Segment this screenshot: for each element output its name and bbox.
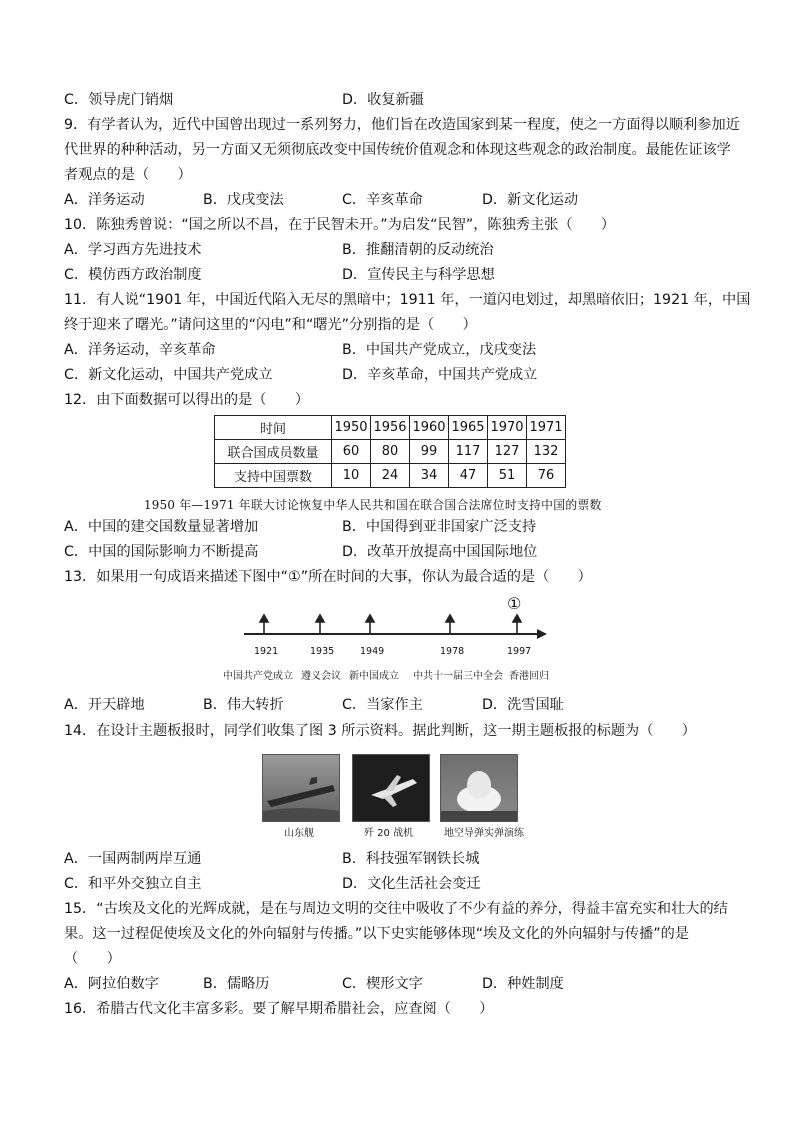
timeline-tick-arrow: [316, 615, 324, 622]
q11-option-d: D．辛亥革命，中国共产党成立: [342, 367, 538, 383]
table-cell: 支持中国票数: [215, 464, 332, 488]
table-cell: 60: [332, 440, 371, 464]
table-row: [215, 440, 566, 464]
q11-stem-line-2: 终于迎来了曙光。”请问这里的“闪电”和“曙光”分别指的是（ ）: [64, 317, 477, 333]
table-cell: 10: [332, 464, 371, 488]
table-header-cell: 1956: [371, 416, 410, 440]
timeline-year: 1921: [254, 646, 279, 657]
timeline-arrowhead: [537, 629, 547, 639]
aircraft-carrier-photo: [262, 754, 340, 822]
q15-option-a: A．阿拉伯数字: [64, 976, 159, 992]
q12-stem: 12．由下面数据可以得出的是（ ）: [64, 392, 310, 408]
aircraft-carrier-image: [263, 755, 339, 821]
table-header-row: [215, 416, 566, 440]
q15-option-d: D．种姓制度: [482, 976, 564, 992]
q12-option-b: B．中国得到亚非国家广泛支持: [342, 519, 537, 535]
timeline-tick-arrow: [260, 615, 268, 622]
q9-option-a: A．洋务运动: [64, 192, 145, 208]
missile-drill-photo: [440, 754, 518, 822]
timeline-marker-1: ①: [507, 594, 522, 613]
table-cell: 132: [527, 440, 566, 464]
table-cell: 24: [371, 464, 410, 488]
missile-drill-image: [441, 755, 517, 821]
table-cell: 51: [488, 464, 527, 488]
q12-option-a: A．中国的建交国数量显著增加: [64, 519, 259, 535]
q9-stem-line-2: 代世界的种种活动，另一方面又无须彻底改变中国传统价值观念和体现这些观念的政治制度。最能佐证该学: [64, 142, 731, 158]
fighter-jet-image: [353, 755, 429, 821]
q13-option-c: C．当家作主: [342, 697, 423, 713]
table-cell: 47: [449, 464, 488, 488]
q10-option-a: A．学习西方先进技术: [64, 242, 202, 258]
q11-option-c: C．新文化运动，中国共产党成立: [64, 367, 273, 383]
q8-option-d: D．收复新疆: [342, 92, 424, 108]
q10-option-b: B．推翻清朝的反动统治: [342, 242, 494, 258]
table-header-cell: 1970: [488, 416, 527, 440]
q10-option-c: C．模仿西方政治制度: [64, 267, 202, 283]
q11-stem-line-1: 11．有人说“1901 年，中国近代陷入无尽的黑暗中；1911 年，一道闪电划过，却黑暗依旧；1921 年，中国: [64, 292, 751, 308]
table-cell: 127: [488, 440, 527, 464]
table-cell: 76: [527, 464, 566, 488]
table-cell: 34: [410, 464, 449, 488]
q9-option-b: B．戊戌变法: [203, 192, 284, 208]
table-header-cell: 1971: [527, 416, 566, 440]
q14-option-d: D．文化生活社会变迁: [342, 876, 481, 892]
q12-table-caption: 1950 年—1971 年联大讨论恢复中华人民共和国在联合国合法席位时支持中国的票数: [144, 498, 602, 512]
table-row: [215, 464, 566, 488]
q14-option-b: B．科技强军钢铁长城: [342, 851, 480, 867]
q8-option-c: C．领导虎门销烟: [64, 92, 174, 108]
q12-option-c: C．中国的国际影响力不断提高: [64, 544, 259, 560]
q13-option-b: B．伟大转折: [203, 697, 284, 713]
timeline-tick-arrow: [446, 615, 454, 622]
q9-option-d: D．新文化运动: [482, 192, 579, 208]
q12-data-table: [214, 415, 566, 488]
q14-option-a: A．一国两制两岸互通: [64, 851, 202, 867]
q14-stem: 14．在设计主题板报时，同学们收集了图 3 所示资料。据此判断，这一期主题板报的标题为（ ）: [64, 723, 696, 739]
q15-stem-line-1: 15．“古埃及文化的光辉成就，是在与周边文明的交往中吸收了不少有益的养分，得益丰富充实和壮大的结: [64, 901, 728, 917]
q15-stem-line-2: 果。这一过程促使埃及文化的外向辐射与传播。”以下史实能够体现“埃及文化的外向辐射与传播”的是: [64, 926, 690, 942]
q11-option-b: B．中国共产党成立，戊戌变法: [342, 342, 537, 358]
q9-option-c: C．辛亥革命: [342, 192, 423, 208]
photo-label: 山东舰: [284, 828, 314, 839]
q13-option-d: D．洗雪国耻: [482, 697, 564, 713]
timeline-event: 香港回归: [509, 671, 549, 682]
table-header-cell: 1965: [449, 416, 488, 440]
table-cell: 117: [449, 440, 488, 464]
fighter-jet-photo: [352, 754, 430, 822]
timeline-tick-arrow: [513, 615, 521, 622]
q15-option-b: B．儒略历: [203, 976, 270, 992]
q15-option-c: C．楔形文字: [342, 976, 423, 992]
timeline-event: 遵义会议: [301, 671, 341, 682]
timeline-event: 中共十一届三中全会: [413, 671, 503, 682]
q15-stem-line-3: （ ）: [64, 951, 121, 967]
table-header-cell: 1950: [332, 416, 371, 440]
q10-stem: 10．陈独秀曾说：“国之所以不昌，在于民智未开。”为启发“民智”，陈独秀主张（ ）: [64, 217, 616, 233]
timeline-event: 新中国成立: [349, 671, 399, 682]
timeline-tick-arrow: [366, 615, 374, 622]
table-cell: 80: [371, 440, 410, 464]
photo-label: 地空导弹实弹演练: [444, 828, 524, 839]
q9-stem-line-1: 9．有学者认为，近代中国曾出现过一系列努力，他们旨在改造国家到某一程度，使之一方面得以顺利参加近: [64, 117, 740, 133]
q13-stem: 13．如果用一句成语来描述下图中“①”所在时间的大事，你认为最合适的是（ ）: [64, 569, 592, 585]
table-header-cell: 1960: [410, 416, 449, 440]
table-cell: 99: [410, 440, 449, 464]
q11-option-a: A．洋务运动，辛亥革命: [64, 342, 216, 358]
q14-option-c: C．和平外交独立自主: [64, 876, 202, 892]
q13-option-a: A．开天辟地: [64, 697, 145, 713]
table-cell: 联合国成员数量: [215, 440, 332, 464]
photo-label: 歼 20 战机: [364, 828, 414, 839]
timeline-year: 1935: [310, 646, 335, 657]
timeline-year: 1997: [507, 646, 532, 657]
timeline-graphic: [214, 596, 584, 646]
q10-option-d: D．宣传民主与科学思想: [342, 267, 495, 283]
timeline-event: 中国共产党成立: [223, 671, 293, 682]
table-header-cell: 时间: [215, 416, 332, 440]
q9-stem-line-3: 者观点的是（ ）: [64, 167, 192, 183]
q12-option-d: D．改革开放提高中国国际地位: [342, 544, 538, 560]
timeline-year: 1978: [440, 646, 465, 657]
q16-stem: 16．希腊古代文化丰富多彩。要了解早期希腊社会，应查阅（ ）: [64, 1001, 494, 1017]
timeline-year: 1949: [360, 646, 385, 657]
